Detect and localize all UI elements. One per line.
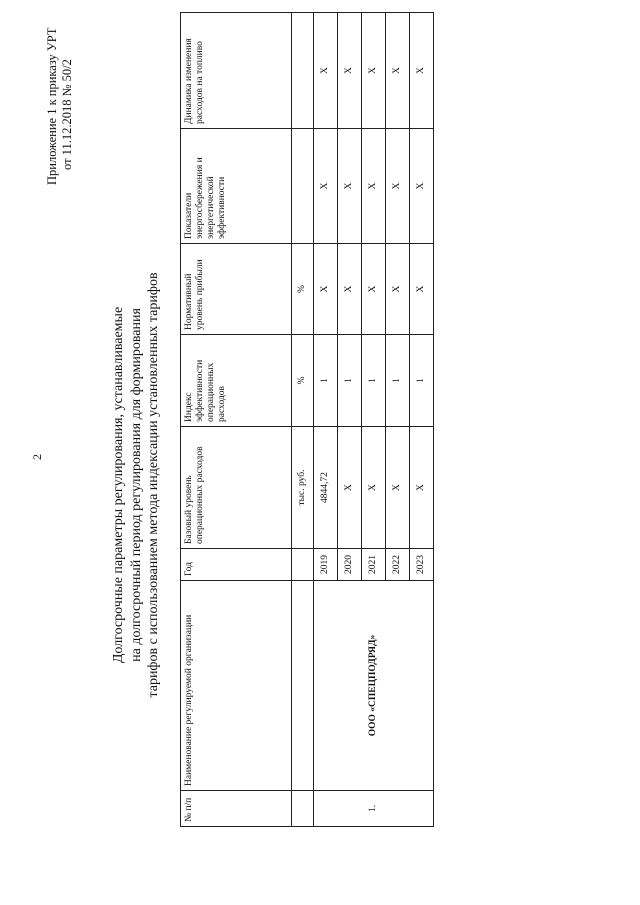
energy-cell: Х: [386, 129, 410, 244]
fuel-cell: Х: [386, 13, 410, 129]
index-cell: 1: [338, 335, 362, 427]
header-organization: Наименование регулируемой организации: [181, 581, 292, 791]
units-cell-org: [292, 581, 314, 791]
title-line-3: тарифов с использованием метода индексации установленных тарифов: [146, 272, 161, 698]
energy-cell: Х: [314, 129, 338, 244]
year-cell: 2023: [410, 549, 434, 581]
appendix-line-2: от 11.12.2018 № 50/2: [60, 59, 74, 170]
appendix-line-1: Приложение 1 к приказу УРТ: [45, 27, 59, 185]
title-line-2: на долгосрочный период регулирования для формирования: [128, 308, 144, 662]
page-number: 2: [30, 454, 44, 460]
fuel-cell: Х: [362, 13, 386, 129]
index-cell: 1: [410, 335, 434, 427]
year-cell: 2019: [314, 549, 338, 581]
header-year: Год: [181, 549, 292, 581]
year-cell: 2020: [338, 549, 362, 581]
base-cell: Х: [410, 427, 434, 549]
units-cell-year: [292, 549, 314, 581]
base-cell: Х: [386, 427, 410, 549]
header-energy-saving: Показатели энергосбережения и энергетической эффективности: [181, 129, 292, 244]
header-num: № п/п: [181, 791, 292, 827]
units-index: %: [292, 335, 314, 427]
header-base-level: Базовый уровень операционных расходов: [181, 427, 292, 549]
index-cell: 1: [314, 335, 338, 427]
title-line-1: Долгосрочные параметры регулирования, устанавливаемые: [111, 306, 126, 664]
energy-cell: Х: [410, 129, 434, 244]
row-number: 1.: [314, 791, 434, 827]
header-fuel-dynamics: Динамика изменения расходов на топливо: [181, 13, 292, 129]
units-base: тыс. руб.: [292, 427, 314, 549]
header-row: [181, 13, 292, 827]
document-title: [110, 105, 163, 865]
year-cell: 2022: [386, 549, 410, 581]
header-profit-level: Нормативный уровень прибыли: [181, 244, 292, 335]
table-row: [314, 13, 338, 827]
fuel-cell: Х: [410, 13, 434, 129]
units-row: [292, 13, 314, 827]
profit-cell: Х: [386, 244, 410, 335]
profit-cell: Х: [338, 244, 362, 335]
profit-cell: Х: [362, 244, 386, 335]
profit-cell: Х: [410, 244, 434, 335]
year-cell: 2021: [362, 549, 386, 581]
header-efficiency-index: Индекс эффективности операционных расходов: [181, 335, 292, 427]
units-cell-fuel: [292, 13, 314, 129]
base-cell: Х: [338, 427, 362, 549]
base-cell: 4844,72: [314, 427, 338, 549]
units-profit: %: [292, 244, 314, 335]
index-cell: 1: [362, 335, 386, 427]
fuel-cell: Х: [314, 13, 338, 129]
fuel-cell: Х: [338, 13, 362, 129]
units-cell-num: [292, 791, 314, 827]
base-cell: Х: [362, 427, 386, 549]
organization-name: ООО «СПЕЦПОДРЯД»: [314, 581, 434, 791]
energy-cell: Х: [338, 129, 362, 244]
energy-cell: Х: [362, 129, 386, 244]
units-cell-energy: [292, 129, 314, 244]
profit-cell: Х: [314, 244, 338, 335]
parameters-table: [180, 12, 434, 827]
index-cell: 1: [386, 335, 410, 427]
